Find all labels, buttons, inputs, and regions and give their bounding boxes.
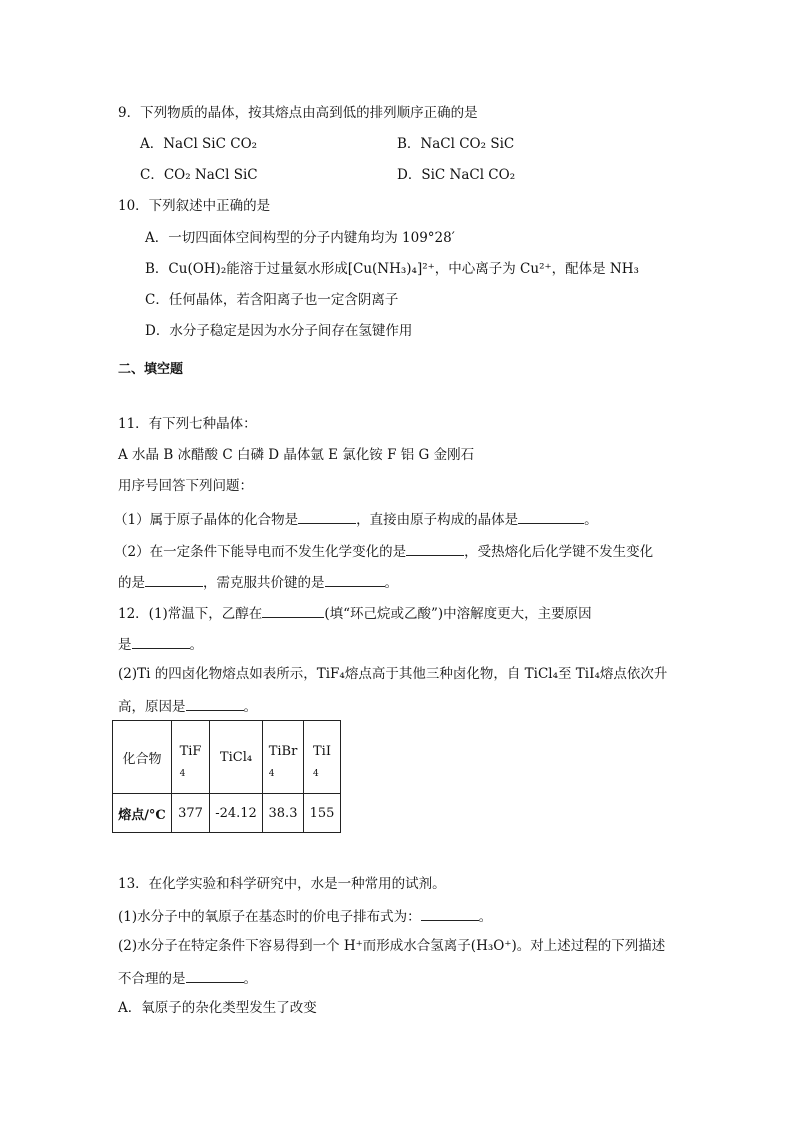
q13-part1-text-a: (1)水分子中的氧原子在基态时的价电子排布式为： (118, 909, 421, 925)
q11-part2-text-e: 。 (384, 575, 398, 591)
table-cell: 38.3 (263, 794, 304, 833)
q13-part2: (2)水分子在特定条件下容易得到一个 H⁺而形成水合氢离子(H₃O⁺)。对上述过程的下列描述 (118, 938, 666, 954)
q13-part2-cont (118, 968, 257, 988)
q12-part2-text-b: 高，原因是 (118, 699, 186, 715)
answer-blank[interactable] (186, 968, 244, 983)
q11-part1-text-a: （1）属于原子晶体的化合物是 (114, 512, 299, 528)
q12-part1-text-a: 12．(1)常温下，乙醇在 (118, 606, 263, 622)
q11-instruction: 用序号回答下列问题： (118, 478, 253, 494)
answer-blank[interactable] (518, 509, 584, 524)
q9-option-d: D．SiC NaCl CO₂ (397, 167, 516, 183)
compound-name: TiBr (268, 743, 298, 759)
q10-option-d: D．水分子稳定是因为水分子间存在氢键作用 (145, 323, 413, 339)
answer-blank[interactable] (406, 541, 464, 556)
answer-blank[interactable] (421, 906, 479, 921)
compound-name: TiI (313, 743, 331, 759)
q12-part2-text-c: 。 (243, 699, 257, 715)
q13-part2-text-c: 。 (243, 971, 257, 987)
table-header-row (113, 721, 341, 794)
table-compound-cell (263, 721, 304, 794)
q13-part2-text-b: 不合理的是 (118, 971, 186, 987)
q10-option-a: A．一切四面体空间构型的分子内键角均为 109°28′ (145, 230, 455, 246)
melting-point-table (112, 720, 341, 833)
q13-option-a: A．氧原子的杂化类型发生了改变 (118, 1000, 317, 1016)
q10-option-b: B．Cu(OH)₂能溶于过量氨水形成[Cu(NH₃)₄]²⁺，中心离子为 Cu²⁺，配体是 NH₃ (145, 261, 639, 277)
q13-part1-text-b: 。 (478, 909, 493, 925)
q9-option-b: B．NaCl CO₂ SiC (397, 136, 515, 152)
q10-stem: 10．下列叙述中正确的是 (118, 198, 271, 214)
q12-part1-text-d: 。 (189, 637, 203, 653)
table-cell: 377 (172, 794, 210, 833)
q11-part1 (114, 509, 598, 529)
compound-name: TiF (179, 743, 202, 759)
section-title: 二、填空题 (118, 362, 184, 377)
answer-blank[interactable] (132, 634, 190, 649)
q12-part1-text-b: (填“环己烷或乙酸”)中溶解度更大，主要原因 (324, 606, 592, 622)
q9-option-a: A．NaCl SiC CO₂ (140, 136, 258, 152)
compound-name: TiCl₄ (219, 749, 253, 765)
answer-blank[interactable] (262, 603, 324, 618)
q11-part2-text-a: （2）在一定条件下能导电而不发生化学变化的是 (114, 544, 407, 560)
q11-part1-text-c: 。 (584, 512, 598, 528)
table-data-row (113, 794, 341, 833)
q11-stem: 11．有下列七种晶体： (118, 416, 257, 432)
table-compound-cell (304, 721, 341, 794)
compound-subscript: 4 (268, 768, 275, 779)
q11-part1-text-b: ，直接由原子构成的晶体是 (356, 512, 519, 528)
compound-subscript: 4 (179, 768, 186, 779)
q11-part2-cont (118, 572, 398, 592)
q9-stem: 9．下列物质的晶体，按其熔点由高到低的排列顺序正确的是 (118, 105, 478, 121)
answer-blank[interactable] (298, 509, 356, 524)
table-compound-cell (210, 721, 263, 794)
answer-blank[interactable] (186, 696, 244, 711)
q12-part2: (2)Ti 的四卤化物熔点如表所示，TiF₄熔点高于其他三种卤化物，自 TiCl₄至 TiI₄熔点依次升 (118, 666, 668, 682)
table-row-label: 熔点/°C (113, 794, 172, 833)
answer-blank[interactable] (145, 572, 203, 587)
q11-part2 (114, 541, 653, 561)
table-header-label: 化合物 (113, 721, 172, 794)
q12-part1-cont (118, 634, 203, 654)
q11-part2-text-c: 的是 (118, 575, 145, 591)
table-compound-cell (172, 721, 210, 794)
q12-part1 (118, 603, 592, 623)
q11-crystal-list: A 水晶 B 冰醋酸 C 白磷 D 晶体氩 E 氯化铵 F 铝 G 金刚石 (118, 447, 475, 463)
q11-part2-text-d: ，需克服共价键的是 (203, 575, 325, 591)
table-cell: -24.12 (210, 794, 263, 833)
answer-blank[interactable] (325, 572, 385, 587)
q10-option-c: C．任何晶体，若含阳离子也一定含阴离子 (145, 292, 399, 308)
compound-subscript: 4 (313, 768, 319, 779)
q13-stem: 13．在化学实验和科学研究中，水是一种常用的试剂。 (118, 876, 446, 892)
q12-part2-cont (118, 696, 257, 716)
q12-part1-text-c: 是 (118, 637, 132, 653)
table-cell: 155 (304, 794, 341, 833)
q11-part2-text-b: ，受热熔化后化学键不发生变化 (464, 544, 654, 560)
q13-part1 (118, 906, 492, 926)
q9-option-c: C．CO₂ NaCl SiC (140, 167, 258, 183)
